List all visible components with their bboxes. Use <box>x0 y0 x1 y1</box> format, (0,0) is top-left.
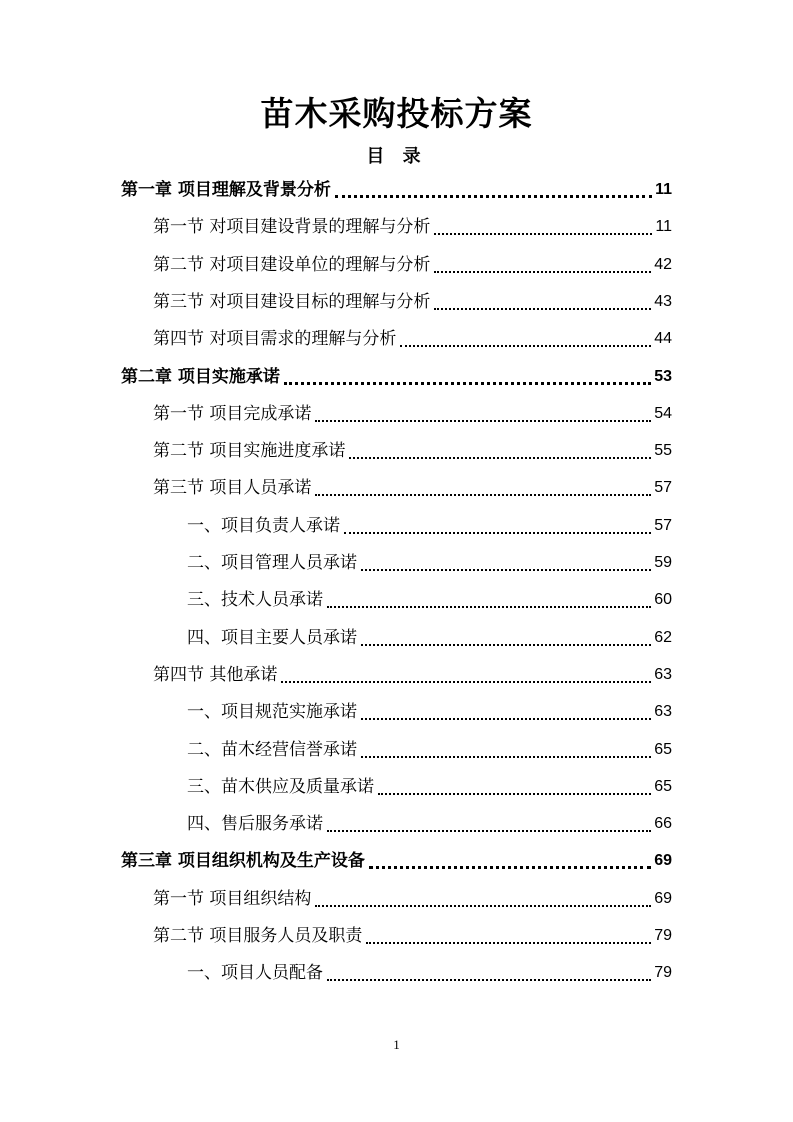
toc-section-entry[interactable] <box>153 211 672 239</box>
toc-entry-page-number: 53 <box>654 368 672 385</box>
toc-entry-label: 一、项目负责人承诺 <box>187 516 340 536</box>
toc-entry-label: 第三章 项目组织机构及生产设备 <box>121 851 365 871</box>
toc-entry-page-number: 11 <box>655 181 672 198</box>
toc-entry-page-number: 54 <box>654 405 672 422</box>
toc-entry-page-number: 69 <box>654 890 672 907</box>
toc-entry-page-number: 65 <box>654 741 672 758</box>
toc-dot-leader <box>434 221 652 235</box>
toc-section-entry[interactable] <box>153 286 672 314</box>
toc-entry-label: 第三节 项目人员承诺 <box>153 478 312 498</box>
toc-dot-leader <box>361 706 651 720</box>
toc-dot-leader <box>327 818 651 832</box>
toc-subsection-entry[interactable] <box>187 734 672 762</box>
toc-dot-leader <box>327 594 651 608</box>
toc-subsection-entry[interactable] <box>187 808 672 836</box>
toc-dot-leader <box>361 557 651 571</box>
toc-dot-leader <box>349 445 651 459</box>
toc-subsection-entry[interactable] <box>187 584 672 612</box>
toc-dot-leader <box>361 744 651 758</box>
toc-entry-label: 一、项目规范实施承诺 <box>187 702 357 722</box>
toc-dot-leader <box>335 183 652 198</box>
toc-dot-leader <box>315 482 651 496</box>
toc-section-entry[interactable] <box>153 920 672 948</box>
toc-dot-leader <box>366 930 651 944</box>
toc-entry-page-number: 59 <box>654 554 672 571</box>
toc-entry-page-number: 79 <box>654 964 672 981</box>
toc-section-entry[interactable] <box>153 398 672 426</box>
toc-subsection-entry[interactable] <box>187 547 672 575</box>
toc-entry-page-number: 43 <box>654 293 672 310</box>
toc-section-entry[interactable] <box>153 323 672 351</box>
toc-entry-page-number: 63 <box>654 703 672 720</box>
toc-dot-leader <box>327 967 651 981</box>
toc-entry-label: 第一章 项目理解及背景分析 <box>121 180 331 200</box>
toc-dot-leader <box>434 259 651 273</box>
toc-dot-leader <box>434 296 651 310</box>
toc-entry-page-number: 62 <box>654 629 672 646</box>
toc-entry-page-number: 79 <box>654 927 672 944</box>
toc-entry-label: 第一节 项目完成承诺 <box>153 404 312 424</box>
toc-entry-label: 第一节 项目组织结构 <box>153 889 312 909</box>
toc-entry-label: 第二章 项目实施承诺 <box>121 367 280 387</box>
toc-entry-page-number: 42 <box>654 256 672 273</box>
toc-entry-label: 二、苗木经营信誉承诺 <box>187 740 357 760</box>
toc-subsection-entry[interactable] <box>187 957 672 985</box>
toc-section-entry[interactable] <box>153 249 672 277</box>
toc-entry-label: 四、项目主要人员承诺 <box>187 628 357 648</box>
toc-dot-leader <box>378 781 651 795</box>
page-number: 1 <box>393 1037 400 1052</box>
toc-heading: 目 录 <box>366 146 427 167</box>
toc-chapter-entry[interactable] <box>121 361 672 389</box>
toc-entry-page-number: 11 <box>655 218 672 235</box>
toc-entry-label: 四、售后服务承诺 <box>187 814 323 834</box>
toc-entry-page-number: 44 <box>654 330 672 347</box>
toc-entry-label: 第三节 对项目建设目标的理解与分析 <box>153 292 431 312</box>
toc-subsection-entry[interactable] <box>187 771 672 799</box>
toc-subsection-entry[interactable] <box>187 696 672 724</box>
toc-dot-leader <box>315 893 651 907</box>
toc-entry-page-number: 69 <box>654 852 672 869</box>
toc-entry-page-number: 60 <box>654 591 672 608</box>
document-title: 苗木采购投标方案 <box>260 94 533 133</box>
toc-subsection-entry[interactable] <box>187 622 672 650</box>
toc-chapter-entry[interactable] <box>121 174 672 202</box>
toc-entry-label: 第二节 项目服务人员及职责 <box>153 926 363 946</box>
toc-entry-label: 第四节 其他承诺 <box>153 665 278 685</box>
toc-entry-label: 第二节 对项目建设单位的理解与分析 <box>153 255 431 275</box>
toc-dot-leader <box>284 370 651 385</box>
toc-entry-label: 第一节 对项目建设背景的理解与分析 <box>153 217 431 237</box>
toc-entry-label: 一、项目人员配备 <box>187 963 323 983</box>
toc-entry-page-number: 63 <box>654 666 672 683</box>
toc-dot-leader <box>400 333 651 347</box>
toc-subsection-entry[interactable] <box>187 510 672 538</box>
toc-entry-label: 三、苗木供应及质量承诺 <box>187 777 374 797</box>
toc-section-entry[interactable] <box>153 883 672 911</box>
toc-section-entry[interactable] <box>153 472 672 500</box>
toc-chapter-entry[interactable] <box>121 845 672 873</box>
toc-dot-leader <box>315 408 651 422</box>
toc-entry-page-number: 57 <box>654 479 672 496</box>
toc-dot-leader <box>281 669 651 683</box>
toc-dot-leader <box>369 854 651 869</box>
toc-section-entry[interactable] <box>153 659 672 687</box>
toc-entry-page-number: 66 <box>654 815 672 832</box>
toc-entry-page-number: 57 <box>654 517 672 534</box>
toc-entry-label: 第二节 项目实施进度承诺 <box>153 441 346 461</box>
toc-dot-leader <box>361 632 651 646</box>
toc-dot-leader <box>344 520 651 534</box>
toc-entry-page-number: 55 <box>654 442 672 459</box>
toc-entry-page-number: 65 <box>654 778 672 795</box>
toc-entry-label: 三、技术人员承诺 <box>187 590 323 610</box>
toc-entry-label: 第四节 对项目需求的理解与分析 <box>153 329 397 349</box>
toc-section-entry[interactable] <box>153 435 672 463</box>
toc-entry-label: 二、项目管理人员承诺 <box>187 553 357 573</box>
